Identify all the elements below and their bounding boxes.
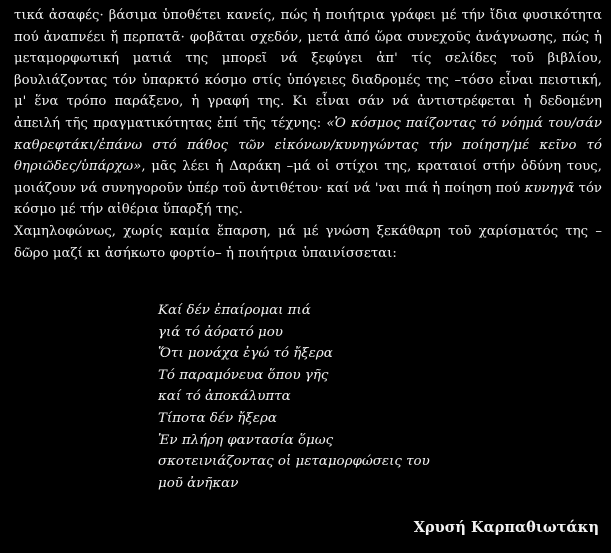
paragraph-1	[14, 5, 602, 221]
poem-line: σκοτεινιάζοντας οἱ μεταμορφώσεις του	[158, 454, 430, 470]
poem-line: Καί δέν ἐπαίρομαι πιά	[158, 303, 311, 318]
paragraph-1-part-b: , μᾶς λέει ἡ Δαράκη –μά οἱ στίχοι της, κραταιοί στήν ὀδύνη τους, μοιάζουν νά συνηγοροῦν ὑπέρ τοῦ ἀντιθέτου· καί νά 'ναι πιά ἡ ποίηση πού	[14, 159, 602, 196]
poem-line: Ὅτι μονάχα ἐγώ τό ἤξερα	[158, 346, 333, 362]
poem-line: γιά τό ἀόρατό μου	[158, 324, 283, 340]
article-page	[14, 5, 602, 264]
poem-excerpt	[158, 300, 430, 494]
emphasized-verb: κυνηγᾶ	[524, 180, 575, 196]
poem-line: μοῦ ἀνῆκαν	[158, 475, 239, 491]
quoted-verse: «Ὁ κόσμος παίζοντας τό νόημά του/σάν καθρεφτάκι/ἐπάνω στό πάθος τῶν εἰκόνων/κυνηγώντας τήν ποίηση/μέ κεῖνο τό θηριῶδες/ὑπάρχω»	[14, 115, 602, 175]
poem-line: καί τό ἀποκάλυπτα	[158, 389, 291, 405]
paragraph-1-part-c: τόν κόσμο μέ τήν αἰθέρια ὕπαρξή της.	[14, 180, 602, 218]
article-body	[14, 5, 602, 264]
author-signature: Χρυσή Καρπαθιωτάκη	[413, 519, 599, 536]
paragraph-2: Χαμηλοφώνως, χωρίς καμία ἔπαρση, μά μέ γνώση ξεκάθαρη τοῦ χαρίσματός της –δῶρο μαζί κι ἀσήκωτο φορτίο– ἡ ποιήτρια ὑπαινίσσεται:	[14, 223, 602, 261]
poem-line: Τό παραμόνευα ὅπου γῆς	[158, 367, 329, 383]
poem-line: Ἐν πλήρη φαντασία ὅμως	[158, 432, 334, 448]
poem-line: Τίποτα δέν ἤξερα	[158, 410, 277, 426]
paragraph-1-part-a: τικά ἀσαφές· βάσιμα ὑποθέτει κανείς, πώς ἡ ποιήτρια γράφει μέ τήν ἴδια φυσικότητα πού ἀναπνέει ἤ περπατᾶ· φοβᾶται σχεδόν, μετά ἀπό ὥρα συνεχοῦς ἀνάγνωσης, πώς ἡ μεταμορφωτική ματιά της μπορεῖ νά ξεφύγει ἀπ' τίς σελίδες τοῦ βιβλίου, βουλιάζοντας τόν ὑπαρκτό κόσμο στίς ὑπόγειες διαδρομές της –τόσο εἶναι πειστική, μ' ἕνα τρόπο παράξενο, ἡ γραφή της. Κι εἶναι σάν νά ἀντιστρέφεται ἡ δεδομένη ἀπειλή τῆς πραγματικότητας ἐπί τῆς τέχνης:	[14, 8, 602, 131]
